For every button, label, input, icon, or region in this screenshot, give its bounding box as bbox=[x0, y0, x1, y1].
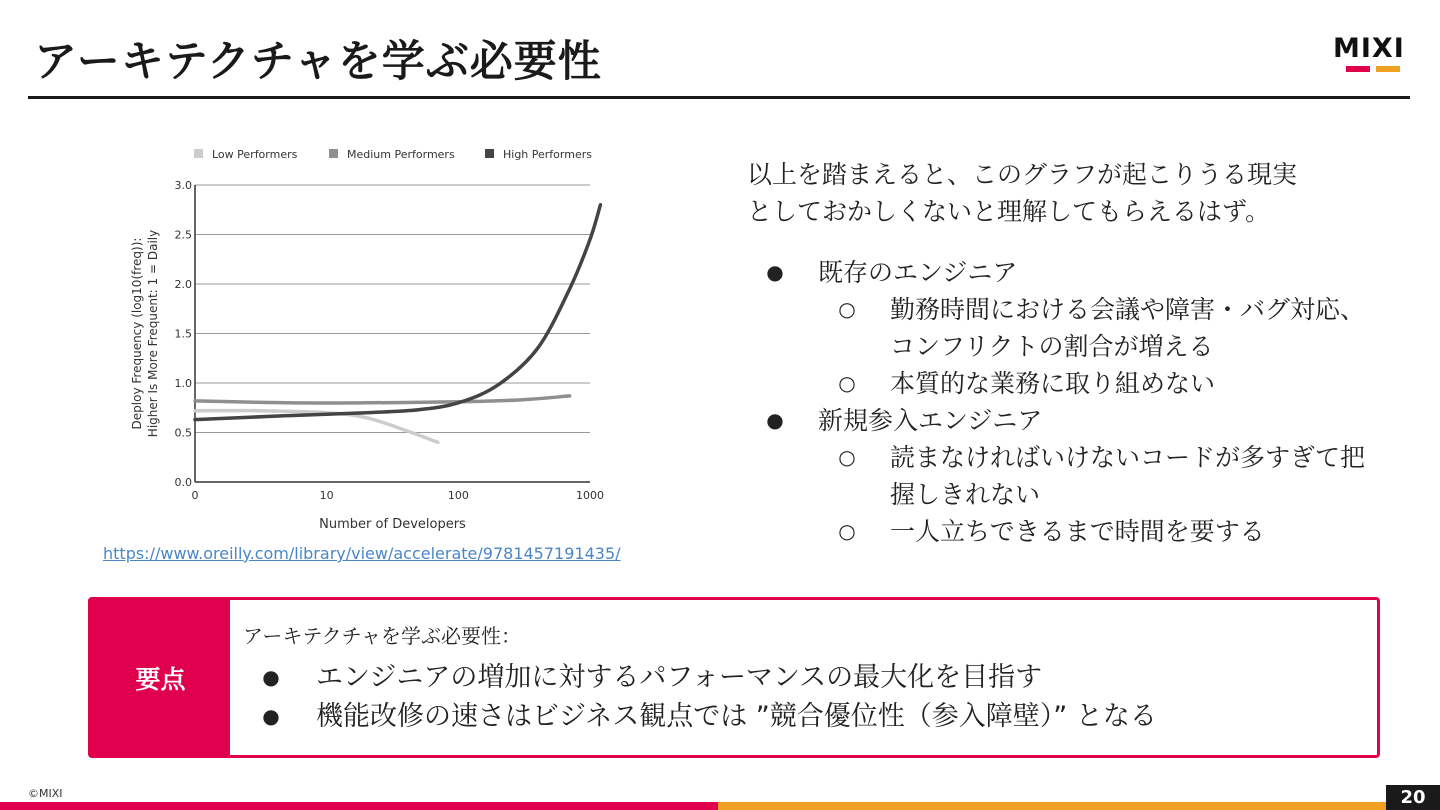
legend-swatch bbox=[329, 149, 338, 158]
logo-bar-orange bbox=[1376, 66, 1400, 72]
deploy-frequency-chart bbox=[110, 135, 630, 545]
series-line bbox=[195, 396, 570, 403]
series-line bbox=[195, 205, 600, 420]
bullet-list bbox=[760, 254, 1400, 550]
sub-bullet-item: ○ 一人立ちできるまで時間を要する bbox=[838, 517, 1265, 546]
y-tick-label: 3.0 bbox=[174, 179, 192, 192]
y-tick-label: 2.0 bbox=[174, 278, 192, 291]
mixi-logo bbox=[1333, 33, 1411, 76]
sub-bullet-item: ○ 本質的な業務に取り組めない bbox=[838, 369, 1216, 398]
sub-bullet-item: ○ 読まなければいけないコードが多すぎて把握しきれない bbox=[838, 443, 1366, 509]
x-axis-label: Number of Developers bbox=[319, 517, 466, 532]
legend-swatch bbox=[194, 149, 203, 158]
sub-bullet-text: 読まなければいけないコードが多すぎて把握しきれない bbox=[890, 443, 1366, 509]
footer-bar-orange bbox=[718, 802, 1386, 810]
title-divider bbox=[28, 96, 1410, 99]
legend-label: Medium Performers bbox=[347, 148, 455, 161]
key-points-heading: アーキテクチャを学ぶ必要性： bbox=[243, 624, 521, 648]
y-tick-label: 1.0 bbox=[174, 377, 192, 390]
source-link[interactable]: https://www.oreilly.com/library/view/accelerate/9781457191435/ bbox=[103, 544, 621, 563]
x-tick-label: 100 bbox=[447, 489, 469, 502]
y-axis-label: Deploy Frequency (log10(freq)): bbox=[130, 237, 144, 430]
slide-title: アーキテクチャを学ぶ必要性 bbox=[34, 37, 602, 87]
sub-bullet-text: 本質的な業務に取り組めない bbox=[890, 369, 1216, 398]
bullet-item: ● 新規参入エンジニア bbox=[766, 406, 1043, 435]
key-point-item: ● 機能改修の速さはビジネス観点では ”競合優位性（参入障壁）” となる bbox=[262, 701, 1157, 732]
sub-bullet-text: 勤務時間における会議や障害・バグ対応、コンフリクトの割合が増える bbox=[890, 295, 1366, 361]
legend-label: Low Performers bbox=[212, 148, 298, 161]
x-tick-label: 1000 bbox=[576, 489, 604, 502]
y-axis-label-secondary: Higher Is More Frequent: 1 = Daily bbox=[146, 229, 160, 438]
legend-label: High Performers bbox=[503, 148, 592, 161]
key-point-text: エンジニアの増加に対するパフォーマンスの最大化を目指す bbox=[316, 662, 1043, 693]
copyright: ©MIXI bbox=[28, 787, 63, 800]
key-point-item: ● エンジニアの増加に対するパフォーマンスの最大化を目指す bbox=[262, 662, 1043, 693]
description bbox=[747, 156, 1387, 230]
key-points-list bbox=[261, 658, 1157, 736]
description-line-2: としておかしくないと理解してもらえるはず。 bbox=[747, 197, 1271, 226]
key-point-text: 機能改修の速さはビジネス観点では ”競合優位性（参入障壁）” となる bbox=[316, 701, 1157, 732]
key-points-label: 要点 bbox=[91, 600, 230, 755]
y-tick-label: 2.5 bbox=[174, 228, 192, 242]
y-tick-label: 1.5 bbox=[174, 327, 192, 341]
x-tick-label: 0 bbox=[191, 489, 199, 502]
legend-swatch bbox=[485, 149, 494, 158]
logo-text: MIXI bbox=[1333, 33, 1405, 64]
description-line-1: 以上を踏まえると、このグラフが起こりうる現実 bbox=[747, 160, 1298, 189]
bullet-text: 新規参入エンジニア bbox=[818, 406, 1043, 435]
logo-bars bbox=[1346, 66, 1411, 72]
y-tick-label: 0.5 bbox=[174, 426, 192, 440]
page-number: 20 bbox=[1386, 785, 1440, 810]
key-points-box bbox=[88, 597, 1380, 758]
sub-bullet-item: ○ 勤務時間における会議や障害・バグ対応、コンフリクトの割合が増える bbox=[838, 295, 1366, 361]
bullet-item: ● 既存のエンジニア bbox=[766, 258, 1018, 287]
bullet-text: 既存のエンジニア bbox=[818, 258, 1018, 287]
logo-bar-magenta bbox=[1346, 66, 1370, 72]
x-tick-label: 10 bbox=[319, 489, 334, 502]
y-tick-label: 0.0 bbox=[174, 476, 192, 489]
footer-bar-magenta bbox=[0, 802, 718, 810]
sub-bullet-text: 一人立ちできるまで時間を要する bbox=[890, 517, 1265, 546]
